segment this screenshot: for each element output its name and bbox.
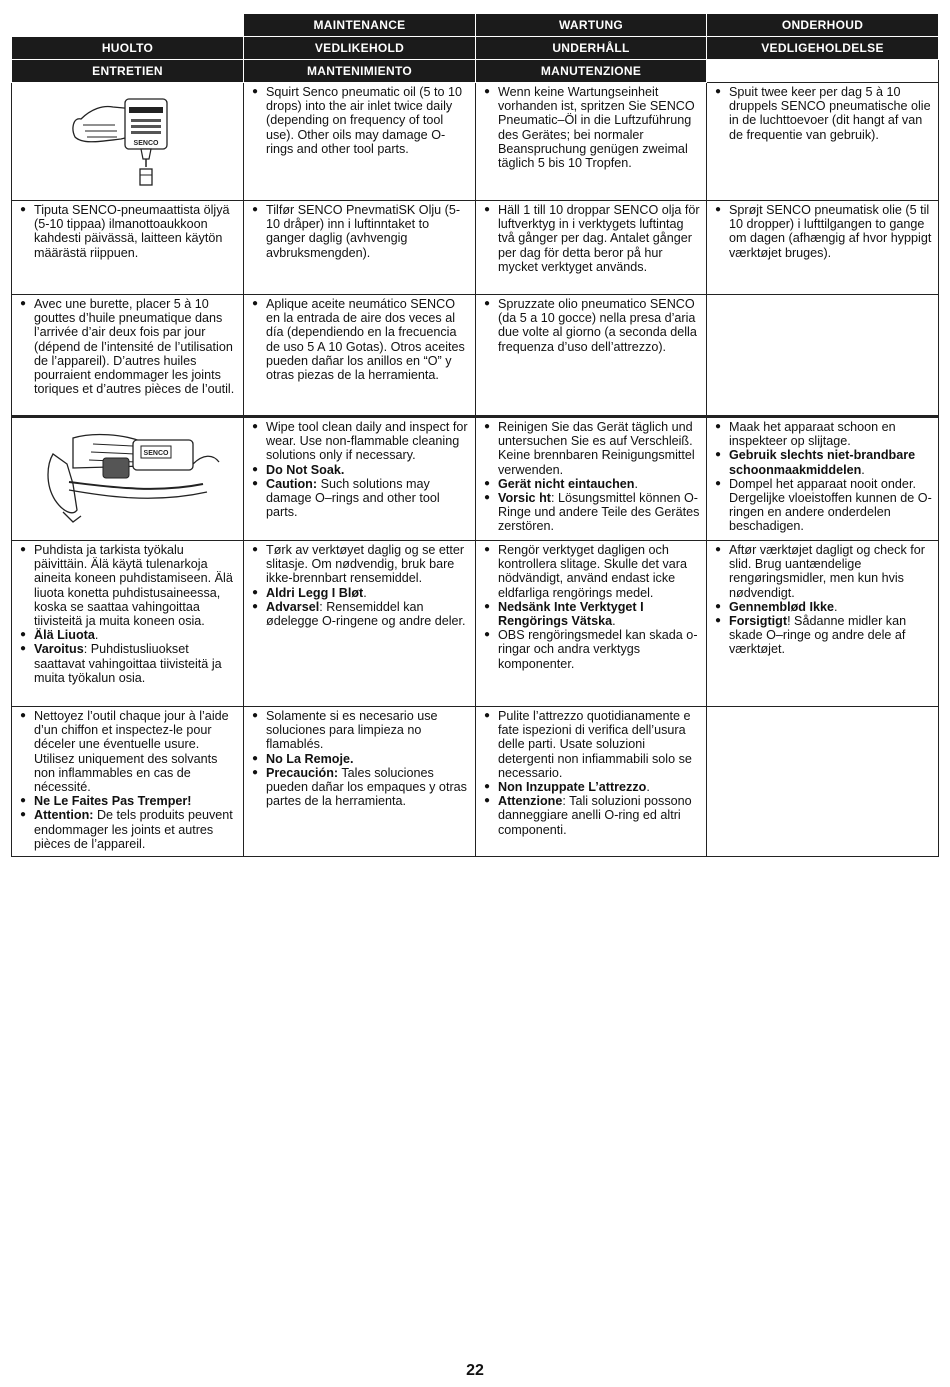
header-mantenimiento: MANTENIMIENTO [244,60,476,83]
oil-es-cell [244,295,476,417]
brand-label: SENCO [133,140,158,147]
clean-no-b2-bold: Aldri Legg I Bløt [266,585,364,600]
clean-fi-bullet-3 [18,642,237,685]
oil-row-1 [12,83,939,201]
header-empty-cell [707,60,939,83]
oil-sv-cell [476,201,707,295]
oil-nl-bullet: ● Spuit twee keer per dag 5 à 10 druppels SENCO pneumatische olie in de luchttoevoer (dit hangt af van de frequentie van gebruik). [713,85,932,142]
header-vedlikehold: VEDLIKEHOLD [244,37,476,60]
oil-da-cell [707,201,939,295]
clean-da-b2-bold: Gennemblød Ikke [729,599,834,614]
maintenance-document [11,13,938,857]
tool-cleaning-icon [33,424,223,530]
clean-row-3 [12,707,939,857]
clean-es-bullet-2 [250,752,469,766]
clean-da-bullet-1: ● Aftør værktøjet dagligt og check for slid. Brug uantændelige rengøringsmidler, men kun hvis nødvendigt. [713,543,932,600]
oil-da-bullet: ● Sprøjt SENCO pneumatisk olie (5 til 10 dropper) i lufttilgangen to gange om dagen (afhængig af hvor hyppigt værktøjet bruges). [713,203,932,260]
clean-nl-bullet-2 [713,448,932,476]
clean-es-cell [244,707,476,857]
clean-sv-bullet-3: ● OBS rengöringsmedel kan skada o-ringar och andra verktygs komponenter. [482,628,700,671]
clean-it-bullet-3 [482,794,700,837]
oil-it-bullet: ● Spruzzate olio pneumatico SENCO (da 5 a 10 gocce) nella presa d’aria due volte al giorno (a seconda della frequenza d’uso dell’attrezzo). [482,297,700,354]
oil-fr-bullet: ● Avec une burette, placer 5 à 10 gouttes d’huile pneumatique dans l’arrivée d’air deux fois par jour (dépend de l’intensité de l’utilisation de l’appareil). D’autres huiles pourraient endommager les joints toriques et d’autres pièces de l’outil. [18,297,237,396]
oil-fr-cell [12,295,244,417]
clean-fr-b3-bold: Attention: [34,808,94,823]
oil-empty-cell [707,295,939,417]
clean-fi-b3-rest: : Puhdistusliuokset saattavat vahingoittaa tiivisteitä ja muita työkalun osia. [34,642,222,685]
clean-es-bullet-3 [250,766,469,809]
clean-fi-bullet-1: ● Puhdista ja tarkista työkalu päivittäin. Älä käytä tulenarkoja aineita koneen puhdistamiseen. Älä liuota konetta puhdistusaineessa, koska se saattaa vahingoittaa tiivisteitä ja muita koneen osia. [18,543,237,628]
clean-en-cell [244,417,476,541]
clean-en-b3-bold: Caution: [266,476,318,491]
clean-no-bullet-1: ● Tørk av verktøyet daglig og se etter slitasje. Om nødvendig, bruk bare ikke-brennbart rensemiddel. [250,543,469,586]
clean-de-bullet-2 [482,477,700,491]
oil-row-2 [12,201,939,295]
clean-fr-bullet-2 [18,794,237,808]
clean-es-b3-bold: Precaución: [266,765,339,780]
oil-no-cell [244,201,476,295]
header-huolto: HUOLTO [12,37,244,60]
clean-en-bullet-2 [250,463,469,477]
clean-no-bullet-2 [250,586,469,600]
oil-fi-bullet: ● Tiputa SENCO-pneumaattista öljyä (5-10 tippaa) ilmanottoaukkoon kahdesti päivässä, laitteen käytön määrästä riippuen. [18,203,237,260]
oil-fi-cell [12,201,244,295]
header-blank-cell [12,14,244,37]
clean-fi-bullet-2 [18,628,237,642]
clean-illustration-cell [12,417,244,541]
header-underhall: UNDERHÅLL [476,37,707,60]
clean-it-bullet-1: ● Pulite l’attrezzo quotidianamente e fate ispezioni di verifica dell’usura delle parti. Usate soluzioni detergenti non infiammabili solo se necessario. [482,709,700,780]
brand-label-2: SENCO [143,450,168,457]
clean-fi-cell [12,541,244,707]
clean-sv-cell [476,541,707,707]
header-wartung: WARTUNG [476,14,707,37]
clean-da-bullet-3 [713,614,932,657]
clean-de-cell [476,417,707,541]
clean-da-b3-bold: Forsigtigt [729,614,788,629]
clean-row-1 [12,417,939,541]
clean-es-bullet-1: ● Solamente si es necesario use soluciones para limpieza no flamablés. [250,709,469,752]
clean-it-b2-bold: Non Inzuppate L’attrezzo [498,780,647,795]
oil-en-cell [244,83,476,201]
clean-fr-bullet-1: ● Nettoyez l’outil chaque jour à l’aide d’un chiffon et inspectez-le pour déceler une éventuelle usure. Utilisez uniquement des solvants non inflammables en cas de nécessité. [18,709,237,794]
clean-es-b2-bold: No La Remoje. [266,751,354,766]
oil-bottle-hand-icon [63,89,193,193]
oil-sv-bullet: ● Häll 1 till 10 droppar SENCO olja för luftverktyg in i verktygets luftintag två gånger per dag. Antalet gånger per dag för detta beror på hur mycket verktyget används. [482,203,700,274]
clean-fr-bullet-3 [18,808,237,851]
clean-it-bullet-2 [482,780,700,794]
clean-it-b3-bold: Attenzione [498,794,563,809]
header-manutenzione: MANUTENZIONE [476,60,707,83]
oil-it-cell [476,295,707,417]
oil-illustration-cell [12,83,244,201]
clean-sv-b2-rest: . [612,614,616,629]
oil-row-3 [12,295,939,417]
clean-de-b2-rest: . [634,476,638,491]
clean-en-bullet-3 [250,477,469,520]
clean-fr-cell [12,707,244,857]
clean-en-b3-rest: Such solutions may damage O–rings and other tool parts. [266,476,440,520]
clean-nl-b2-rest: . [861,462,865,477]
clean-row-2 [12,541,939,707]
clean-da-b2-rest: . [833,599,838,614]
clean-da-bullet-2 [713,600,932,614]
clean-da-cell [707,541,939,707]
clean-en-bullet-1: ● Wipe tool clean daily and inspect for wear. Use non-flammable cleaning solutions only if necessary. [250,420,469,463]
clean-de-b3-bold: Vorsic ht [498,491,551,506]
clean-de-bullet-1: ● Reinigen Sie das Gerät täglich und untersuchen Sie es auf Verschleiß. Keine brennbaren Reinigungsmittel verwenden. [482,420,700,477]
clean-no-b3-rest: : Rensemiddel kan ødelegge O-ringene og andre deler. [266,599,466,629]
clean-no-bullet-3 [250,600,469,628]
clean-fr-b3-rest: De tels produits peuvent endommager les joints et autres pièces de l’appareil. [34,808,233,851]
clean-no-b3-bold: Advarsel [266,599,320,614]
clean-nl-bullet-1: ● Maak het apparaat schoon en inspekteer op slijtage. [713,420,932,448]
clean-fi-b2-bold: Älä Liuota [34,628,95,643]
oil-es-bullet: ● Aplique aceite neumático SENCO en la entrada de aire dos veces al día (dependiendo en la frecuencia de uso 5 A 10 Gotas). Otros aceites pueden dañar los anillos en “O” y otras piezas de la herramienta. [250,297,469,382]
maintenance-table [11,13,939,857]
clean-it-b2-rest: . [646,780,650,795]
header-row-3 [12,60,939,83]
header-row-1 [12,14,939,37]
clean-da-b3-rest: ! Sådanne midler kan skade O–ringe og andre dele af værktøjet. [729,614,907,657]
clean-fr-b2-bold: Ne Le Faites Pas Tremper! [34,794,192,809]
header-row-2 [12,37,939,60]
clean-nl-b2-bold: Gebruik slechts niet-brandbare schoonmaakmiddelen [729,448,916,477]
clean-empty-cell [707,707,939,857]
header-vedligeholdelse: VEDLIGEHOLDELSE [707,37,939,60]
clean-no-b2-rest: . [363,585,367,600]
clean-nl-bullet-3: ● Dompel het apparaat nooit onder. Dergelijke vloeistoffen kunnen de O-ringen en andere onderdelen beschadigen. [713,477,932,534]
clean-no-cell [244,541,476,707]
header-onderhoud: ONDERHOUD [707,14,939,37]
page-number: 22 [466,1362,484,1379]
header-maintenance: MAINTENANCE [244,14,476,37]
clean-it-cell [476,707,707,857]
oil-de-cell [476,83,707,201]
oil-nl-cell [707,83,939,201]
clean-it-b3-rest: : Tali soluzioni possono danneggiare anelli O-ring ed altri componenti. [498,794,692,837]
oil-en-bullet: ● Squirt Senco pneumatic oil (5 to 10 drops) into the air inlet twice daily (depending on frequency of tool use). Other oils may damage O-rings and other tool parts. [250,85,469,156]
oil-de-bullet: ● Wenn keine Wartungseinheit vorhanden ist, spritzen Sie SENCO Pneumatic–Öl in die Luftzuführung des Gerätes; bei normaler Beanspruchung genügen zweimal täglich 5 bis 10 Tropfen. [482,85,700,170]
clean-fi-b3-bold: Varoitus [34,642,84,657]
clean-sv-bullet-2 [482,600,700,628]
clean-fi-b2-rest: . [94,628,99,643]
clean-nl-cell [707,417,939,541]
clean-de-bullet-3 [482,491,700,534]
clean-sv-bullet-1: ● Rengör verktyget dagligen och kontrollera slitage. Skulle det vara nödvändigt, använd endast icke eldfarliga rengörings medel. [482,543,700,600]
clean-de-b3-rest: : Lösungsmittel können O-Ringe und andere Teile des Gerätes zerstören. [498,491,700,534]
oil-no-bullet: ● Tilfør SENCO PnevmatiSK Olju (5-10 dråper) inn i luftinntaket to ganger daglig (avhvengig avbruksmengden). [250,203,469,260]
clean-en-b2-bold: Do Not Soak. [266,462,345,477]
clean-es-b3-rest: Tales soluciones pueden dañar los empaques y otras partes de la herramienta. [266,765,467,809]
clean-de-b2-bold: Gerät nicht eintauchen [498,476,635,491]
header-entretien: ENTRETIEN [12,60,244,83]
clean-sv-b2-bold: Nedsänk Inte Verktyget I Rengörings Vätska [498,599,644,629]
